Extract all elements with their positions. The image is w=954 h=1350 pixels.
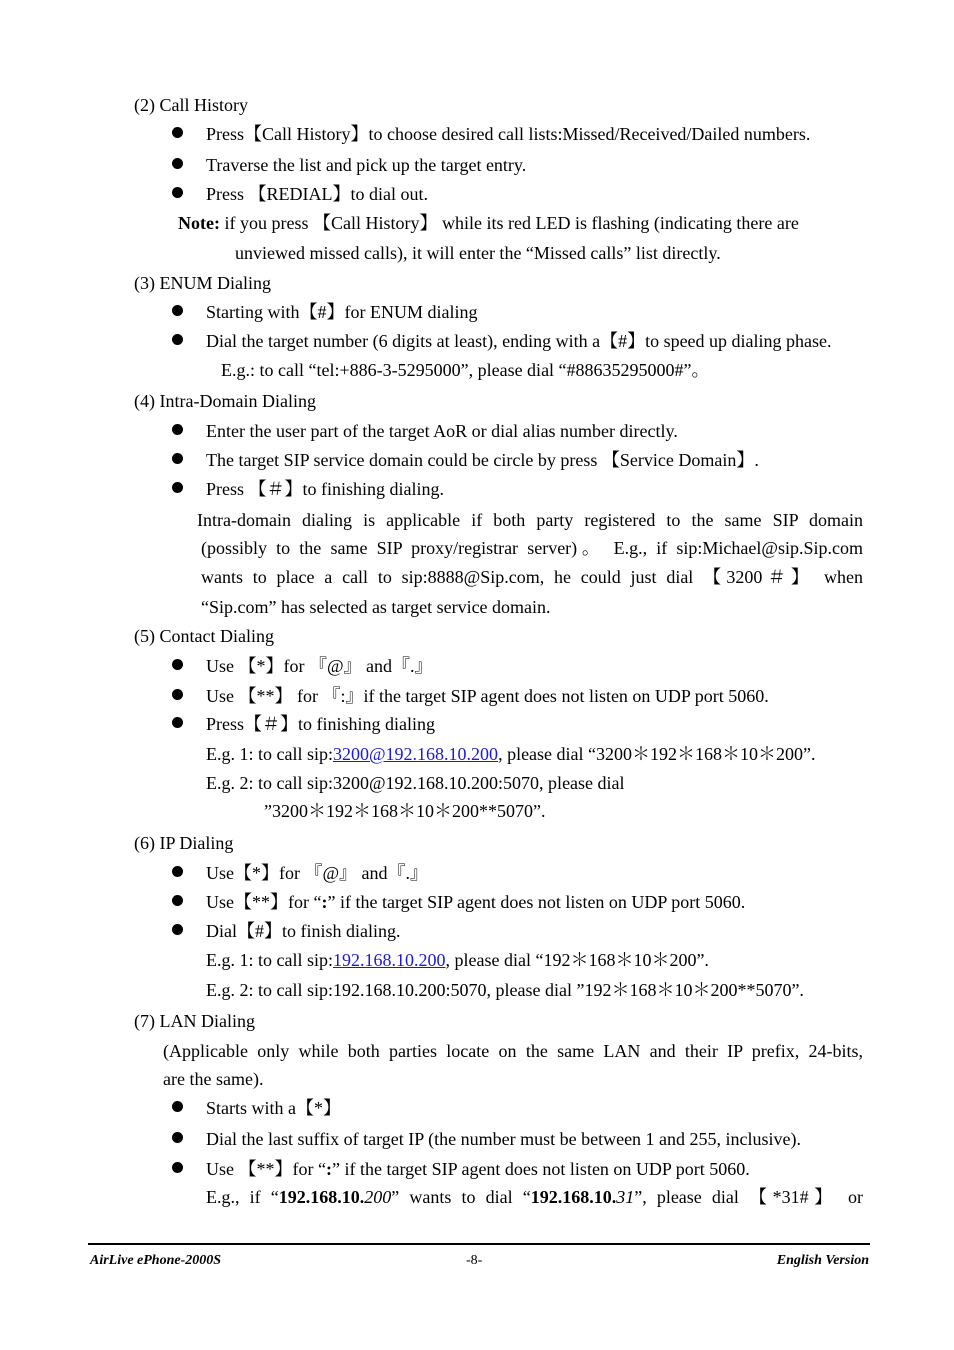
bullet-icon	[172, 717, 183, 728]
colon-symbol: :	[325, 1159, 332, 1179]
item-text: Use【**】for “	[206, 892, 322, 912]
example-text-part: E.g., if “	[206, 1187, 279, 1207]
footer-divider	[88, 1243, 870, 1245]
example-prefix: E.g. 1: to call sip:	[206, 744, 333, 764]
sip-address-link[interactable]: 3200@192.168.10.200	[332, 744, 499, 764]
ip-suffix: 31	[616, 1187, 635, 1207]
bullet-icon	[172, 1162, 183, 1173]
paragraph-line: (Applicable only while both parties locate on the same LAN and their IP prefix, 24-bits,	[163, 1041, 863, 1061]
bullet-icon	[172, 895, 183, 906]
list-item: The target SIP service domain could be circle by press 【Service Domain】.	[206, 450, 759, 470]
paragraph-line: are the same).	[163, 1069, 264, 1089]
example-continuation: ”3200＊192＊168＊10＊200**5070”.	[264, 801, 546, 821]
list-item	[206, 891, 745, 913]
list-item: Enter the user part of the target AoR or dial alias number directly.	[206, 421, 678, 441]
bullet-icon	[172, 334, 183, 345]
example-prefix: E.g. 1: to call sip:	[206, 950, 333, 970]
list-item: Dial the target number (6 digits at least), ending with a【#】to speed up dialing phase.	[206, 331, 832, 351]
list-item: Press 【＃】to finishing dialing.	[206, 479, 444, 499]
list-item: Dial the last suffix of target IP (the number must be between 1 and 255, inclusive).	[206, 1129, 802, 1149]
section-heading-intra-domain-dialing: (4) Intra-Domain Dialing	[134, 391, 316, 411]
list-item: Press【Call History】to choose desired call lists:Missed/Received/Dailed numbers.	[206, 124, 811, 144]
example-text	[206, 1186, 863, 1208]
footer-page-number: -8-	[466, 1253, 483, 1268]
bullet-icon	[172, 187, 183, 198]
paragraph-line: wants to place a call to sip:8888@Sip.com, he could just dial 【3200＃】 when	[201, 567, 863, 587]
example-text: E.g. 2: to call sip:192.168.10.200:5070, please dial ”192＊168＊10＊200**5070”.	[206, 980, 804, 1000]
colon-symbol: :	[321, 892, 328, 912]
list-item: Starts with a【*】	[206, 1098, 341, 1118]
list-item: Use 【*】for 『@』 and『.』	[206, 656, 433, 676]
ip-suffix: 200	[364, 1187, 392, 1207]
bullet-icon	[172, 453, 183, 464]
bullet-icon	[172, 1101, 183, 1112]
list-item: Traverse the list and pick up the target entry.	[206, 155, 527, 175]
example-text-part: ”, please dial 【*31#】 or	[634, 1187, 864, 1207]
list-item: Use【*】for 『@』 and『.』	[206, 863, 429, 883]
bullet-icon	[172, 482, 183, 493]
bullet-icon	[172, 158, 183, 169]
item-text: ” if the target SIP agent does not listen on UDP port 5060.	[327, 892, 746, 912]
example-text	[206, 949, 709, 971]
section-heading-call-history: (2) Call History	[134, 95, 248, 115]
paragraph-line: “Sip.com” has selected as target service domain.	[201, 597, 551, 617]
list-item	[206, 1158, 750, 1180]
bullet-icon	[172, 424, 183, 435]
example-text: E.g.: to call “tel:+886-3-5295000”, please dial “#88635295000#”。	[221, 360, 710, 380]
example-text	[206, 743, 816, 765]
bullet-icon	[172, 689, 183, 700]
bullet-icon	[172, 305, 183, 316]
section-heading-contact-dialing: (5) Contact Dialing	[134, 626, 274, 646]
paragraph-line: Intra-domain dialing is applicable if both party registered to the same SIP domain	[197, 510, 863, 530]
bullet-icon	[172, 1132, 183, 1143]
note-continuation: unviewed missed calls), it will enter the “Missed calls” list directly.	[235, 243, 721, 263]
note-label: Note:	[178, 213, 220, 233]
footer-product-name: AirLive ePhone-2000S	[90, 1253, 222, 1268]
note-text: if you press 【Call History】 while its red LED is flashing (indicating there are	[219, 213, 799, 233]
ip-prefix: 192.168.10.	[530, 1187, 617, 1207]
list-item: Press【＃】to finishing dialing	[206, 714, 435, 734]
item-text: ” if the target SIP agent does not listen on UDP port 5060.	[331, 1159, 750, 1179]
section-heading-lan-dialing: (7) LAN Dialing	[134, 1011, 255, 1031]
bullet-icon	[172, 924, 183, 935]
note-line	[178, 212, 863, 234]
bullet-icon	[172, 866, 183, 877]
bullet-icon	[172, 127, 183, 138]
example-text: E.g. 2: to call sip:3200@192.168.10.200:5070, please dial	[206, 773, 625, 793]
section-heading-enum-dialing: (3) ENUM Dialing	[134, 273, 271, 293]
list-item: Starting with【#】for ENUM dialing	[206, 302, 478, 322]
list-item: Dial【#】to finish dialing.	[206, 921, 401, 941]
sip-address-link[interactable]: 192.168.10.200	[332, 950, 446, 970]
list-item: Press 【REDIAL】to dial out.	[206, 184, 428, 204]
item-text: Use 【**】for “	[206, 1159, 326, 1179]
section-heading-ip-dialing: (6) IP Dialing	[134, 833, 234, 853]
paragraph-line: (possibly to the same SIP proxy/registrar server)。 E.g., if sip:Michael@sip.Sip.com	[201, 538, 863, 558]
list-item: Use 【**】 for 『:』if the target SIP agent does not listen on UDP port 5060.	[206, 686, 769, 706]
example-text-part: ” wants to dial “	[391, 1187, 531, 1207]
example-suffix: , please dial “192＊168＊10＊200”.	[445, 950, 709, 970]
footer-version: English Version	[776, 1253, 869, 1268]
ip-prefix: 192.168.10.	[278, 1187, 365, 1207]
bullet-icon	[172, 659, 183, 670]
example-suffix: , please dial “3200＊192＊168＊10＊200”.	[498, 744, 816, 764]
